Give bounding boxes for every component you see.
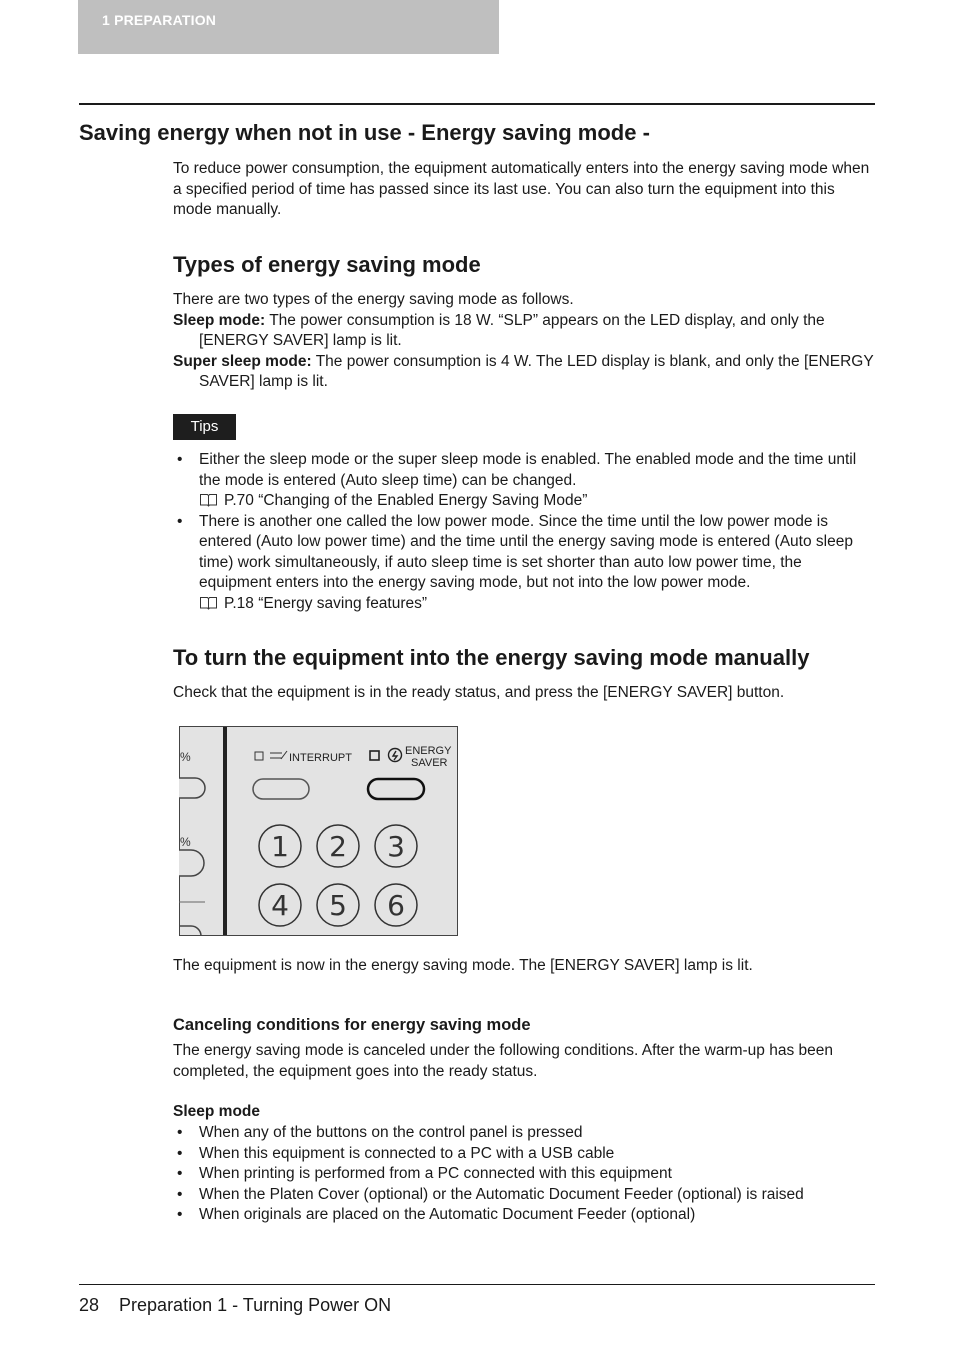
list-item [173, 450, 875, 512]
manual-book-icon [199, 492, 218, 507]
key-3-label: 3 [387, 830, 405, 863]
key-4-label: 4 [271, 889, 289, 922]
key-5-label: 5 [329, 889, 347, 922]
tip-reference: P.18 “Energy saving features” [224, 594, 428, 612]
top-rule [79, 103, 875, 105]
percent-label: % [180, 835, 191, 849]
bullet: • [177, 1165, 183, 1182]
tips-label: Tips [173, 414, 236, 440]
section-intro: To reduce power consumption, the equipment automatically enters into the energy saving mode when a specified period of time has passed since its last use. You can also turn the equipment into this mode manually. [173, 160, 870, 218]
super-sleep-mode-term: Super sleep mode: [173, 352, 312, 370]
bullet: • [177, 451, 183, 468]
energy-saver-label-line1: ENERGY [405, 745, 452, 757]
types-lead: There are two types of the energy saving mode as follows. [173, 291, 574, 308]
chapter-tab [78, 0, 499, 54]
manual-result: The equipment is now in the energy saving mode. The [ENERGY SAVER] lamp is lit. [173, 957, 753, 974]
footer-rule [79, 1284, 875, 1285]
list-item [173, 1123, 875, 1144]
types-heading: Types of energy saving mode [173, 252, 481, 277]
control-panel-illustration [179, 726, 458, 936]
list-item [173, 1164, 875, 1185]
manual-book-icon [199, 595, 218, 610]
bullet: • [177, 1185, 183, 1203]
sleep-mode-subheading: Sleep mode [173, 1103, 260, 1120]
tip-reference-link[interactable] [199, 491, 875, 512]
tip-text: There is another one called the low power mode. Since the time until the low power mode is entered (Auto low power time) and the time until the energy saving mode is entered (Auto sleep time) work simultaneously, if auto sleep time is set shorter than auto low power time, the equipment enters into the energy saving mode, but not into the low power mode. [199, 512, 853, 591]
cancel-heading: Canceling conditions for energy saving mode [173, 1016, 531, 1034]
bullet: • [177, 512, 183, 530]
sleep-mode-def [173, 311, 875, 352]
condition-text: When this equipment is connected to a PC with a USB cable [199, 1144, 615, 1162]
left-edge-button[interactable] [179, 850, 204, 876]
super-sleep-mode-desc: The power consumption is 4 W. The LED display is blank, and only the [ENERGY SAVER] lamp is lit. [199, 352, 874, 390]
tip-reference: P.70 “Changing of the Enabled Energy Saving Mode” [224, 492, 588, 509]
condition-text: When originals are placed on the Automatic Document Feeder (optional) [199, 1206, 696, 1223]
section-title: Saving energy when not in use - Energy saving mode - [79, 120, 650, 145]
cancel-conditions-list [173, 1123, 875, 1226]
bullet: • [177, 1124, 183, 1141]
left-edge-button[interactable] [179, 778, 205, 798]
percent-label: % [180, 750, 191, 764]
tips-list [173, 450, 875, 614]
bullet: • [177, 1144, 183, 1162]
list-item [173, 1185, 875, 1206]
types-body [173, 290, 875, 393]
condition-text: When the Platen Cover (optional) or the Automatic Document Feeder (optional) is raised [199, 1185, 804, 1203]
tip-reference-link[interactable] [199, 594, 875, 615]
interrupt-button[interactable] [253, 779, 309, 799]
page-number: 28 [79, 1295, 100, 1315]
interrupt-label: INTERRUPT [289, 752, 352, 764]
cancel-intro: The energy saving mode is canceled under the following conditions. After the warm-up has been completed, the equipment goes into the ready status. [173, 1042, 833, 1080]
sleep-mode-term: Sleep mode: [173, 311, 266, 329]
condition-text: When printing is performed from a PC connected with this equipment [199, 1165, 672, 1182]
chapter-tab-label: 1 PREPARATION [102, 12, 217, 28]
manual-instruction: Check that the equipment is in the ready status, and press the [ENERGY SAVER] button. [173, 684, 785, 701]
key-6-label: 6 [387, 889, 405, 922]
key-1-label: 1 [271, 830, 289, 863]
condition-text: When any of the buttons on the control panel is pressed [199, 1124, 583, 1141]
list-item [173, 1205, 875, 1226]
list-item [173, 512, 875, 615]
key-2-label: 2 [329, 830, 347, 863]
energy-saver-button[interactable] [368, 779, 424, 799]
super-sleep-mode-def [173, 352, 875, 393]
sleep-mode-desc: The power consumption is 18 W. “SLP” appears on the LED display, and only the [ENERGY SAVER] lamp is lit. [199, 311, 825, 349]
bullet: • [177, 1206, 183, 1223]
list-item [173, 1144, 875, 1165]
page-footer [79, 1295, 391, 1316]
tip-text: Either the sleep mode or the super sleep mode is enabled. The enabled mode and the time until the mode is entered (Auto sleep time) can be changed. [199, 451, 857, 489]
energy-saver-label-line2: SAVER [411, 757, 448, 769]
running-title: Preparation 1 - Turning Power ON [119, 1295, 392, 1315]
manual-heading: To turn the equipment into the energy saving mode manually [173, 645, 810, 670]
